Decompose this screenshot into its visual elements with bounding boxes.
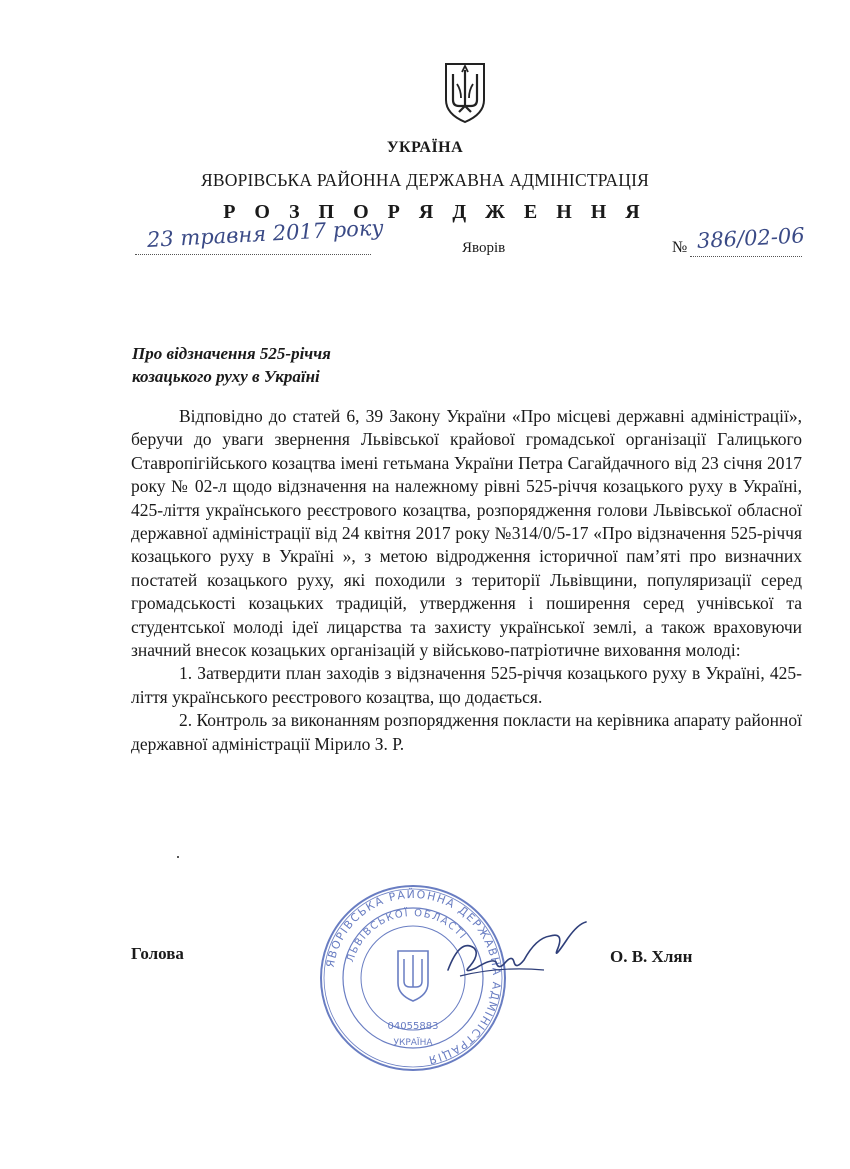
seal-inner-text: ЛЬВІВСЬКОЇ ОБЛАСТІ xyxy=(345,907,469,964)
signatory-name: О. В. Хлян xyxy=(610,947,693,966)
order-item: 1. Затвердити план заходів з відзначення 525-річчя козацького руху в Україні, 425-ліття українського реєстрового козацтва, що додається. xyxy=(131,663,802,707)
subject-line: Про відзначення 525-річчя xyxy=(132,344,331,363)
subject-line: козацького руху в Україні xyxy=(132,367,320,386)
seal-code: 04055883 xyxy=(387,1021,439,1032)
country-title: УКРАЇНА xyxy=(386,139,464,156)
document-body xyxy=(131,405,802,756)
order-item: 2. Контроль за виконанням розпорядження покласти на керівника апарату районної державної адміністрації Мірило З. Р. xyxy=(131,710,802,754)
document-subject xyxy=(132,342,331,388)
seal-bottom-text: УКРАЇНА xyxy=(393,1038,433,1048)
date-handwritten: 23 травня 2017 року xyxy=(146,215,385,252)
trident-coat-of-arms-icon xyxy=(442,60,488,124)
number-underline xyxy=(690,256,802,257)
agency-title: ЯВОРІВСЬКА РАЙОННА ДЕРЖАВНА АДМІНІСТРАЦІЯ xyxy=(201,170,649,190)
date-underline xyxy=(135,254,371,255)
city-label: Яворів xyxy=(462,240,506,256)
seal-outer-text: ЯВОРІВСЬКА РАЙОННА ДЕРЖАВНА АДМІНІСТРАЦІЯ xyxy=(323,887,504,1067)
document-number-handwritten: 386/02-06 xyxy=(696,223,806,253)
document-type-title: Р О З П О Р Я Д Ж Е Н Н Я xyxy=(223,201,647,223)
number-sign: № xyxy=(672,239,688,256)
signatory-role: Голова xyxy=(131,944,184,963)
preamble-paragraph: Відповідно до статей 6, 39 Закону України «Про місцеві державні адміністрації», беручи до уваги звернення Львівської крайової громадської організації Галицького Ставропігійського козацтва імені гетьмана України Петра Сагайдачного від 23 січня 2017 року № 02-л щодо відзначення на належному рівні 525-річчя козацького руху в Україні, 425-ліття українського реєстрового козацтва, розпорядження голови Львівської обласної державної адміністрації від 24 квітня 2017 року №314/0/5-17 «Про відзначення 525-річчя козацького руху в Україні », з метою відродження історичної пам’яті про визначних постатей козацького руху, які походили з території Львівщини, популяризації серед громадськості козацьких традицій, утвердження і поширення серед учнівської та студентської молоді ідеї лицарства та захисту української землі, а також враховуючи значний внесок козацьких організацій у військово-патріотичне виховання молоді: xyxy=(131,406,802,661)
ink-dot xyxy=(177,856,179,858)
handwritten-signature-icon xyxy=(440,918,600,988)
